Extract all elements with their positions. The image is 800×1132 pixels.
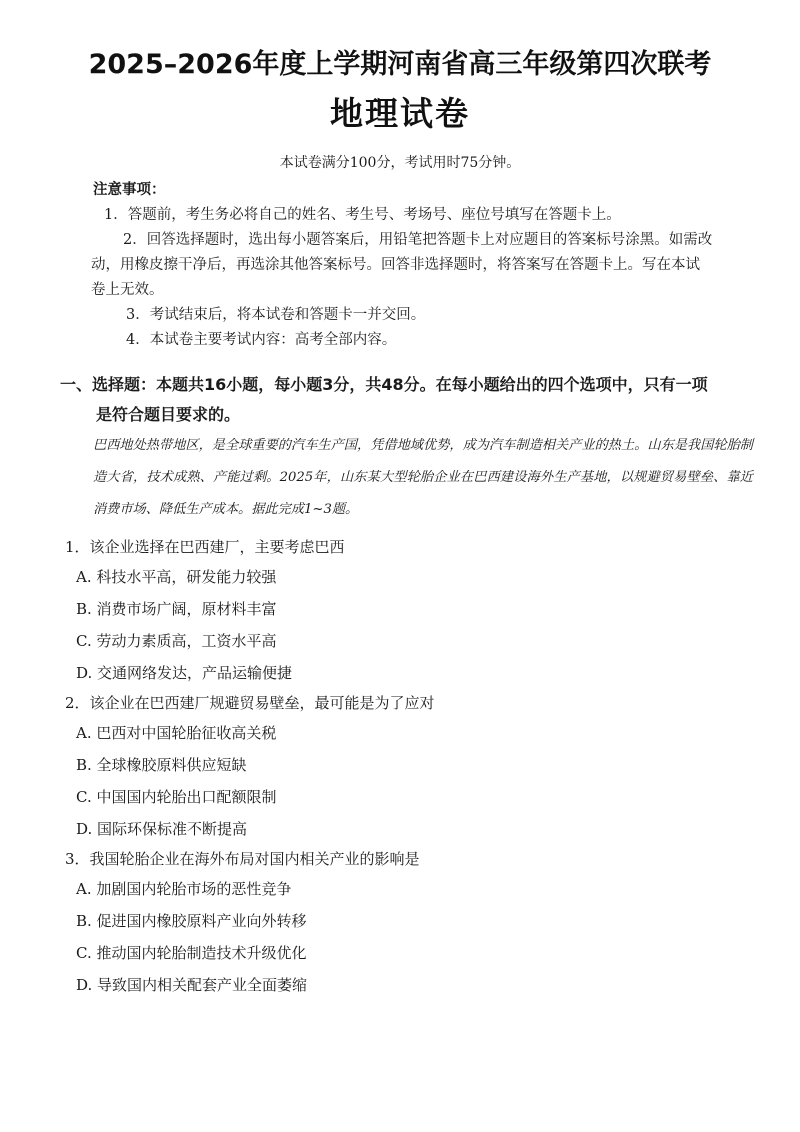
exam-info: 本试卷满分100分，考试用时75分钟。 (279, 155, 521, 171)
note-item: 1．答题前，考生务必将自己的姓名、考生号、考场号、座位号填写在答题卡上。 (104, 207, 621, 223)
question (65, 689, 745, 845)
question (65, 533, 745, 689)
option-c: C. 中国国内轮胎出口配额限制 (76, 788, 277, 806)
notes-block (93, 178, 713, 353)
question-stem: 3．我国轮胎企业在海外布局对国内相关产业的影响是 (65, 850, 420, 868)
option-d: D. 国际环保标准不断提高 (76, 820, 248, 838)
note-item: 3．考试结束后，将本试卷和答题卡一并交回。 (126, 307, 426, 323)
option-b: B. 全球橡胶原料供应短缺 (76, 756, 247, 774)
exam-title: 2025–2026年度上学期河南省高三年级第四次联考 (88, 49, 712, 80)
question-list (65, 533, 745, 1001)
option-d: D. 导致国内相关配套产业全面萎缩 (76, 976, 308, 994)
reading-passage: 巴西地处热带地区，是全球重要的汽车生产国，凭借地域优势，成为汽车制造相关产业的热土。山东是我国轮胎制造大省，技术成熟、产能过剩。2025年，山东某大型轮胎企业在巴西建设海外生产基地，以规避贸易壁垒、靠近消费市场、降低生产成本。据此完成1~3题。 (93, 438, 753, 517)
option-c: C. 劳动力素质高，工资水平高 (76, 632, 277, 650)
question-stem: 2．该企业在巴西建厂规避贸易壁垒，最可能是为了应对 (65, 694, 435, 712)
option-a: A. 巴西对中国轮胎征收高关税 (76, 724, 277, 742)
option-a: A. 加剧国内轮胎市场的恶性竞争 (76, 880, 292, 898)
option-b: B. 促进国内橡胶原料产业向外转移 (76, 912, 307, 930)
section-heading (60, 370, 750, 430)
option-d: D. 交通网络发达，产品运输便捷 (76, 664, 293, 682)
option-c: C. 推动国内轮胎制造技术升级优化 (76, 944, 307, 962)
section-line-2: 是符合题目要求的。 (96, 405, 241, 424)
question-stem: 1．该企业选择在巴西建厂，主要考虑巴西 (65, 538, 345, 556)
notes-heading: 注意事项： (93, 182, 166, 198)
note-item: 4．本试卷主要考试内容：高考全部内容。 (126, 332, 397, 348)
question (65, 845, 745, 1001)
option-b: B. 消费市场广阔，原材料丰富 (76, 600, 277, 618)
section-line-1: 一、选择题：本题共16小题，每小题3分，共48分。在每小题给出的四个选项中，只有一项 (60, 375, 708, 394)
note-item: 2．回答选择题时，选出每小题答案后，用铅笔把答题卡上对应题目的答案标号涂黑。如需改动，用橡皮擦干净后，再选涂其他答案标号。回答非选择题时，将答案写在答题卡上。写在本试卷上无效。 (91, 232, 713, 298)
option-a: A. 科技水平高，研发能力较强 (76, 568, 277, 586)
subject-title: 地理试卷 (330, 94, 470, 133)
